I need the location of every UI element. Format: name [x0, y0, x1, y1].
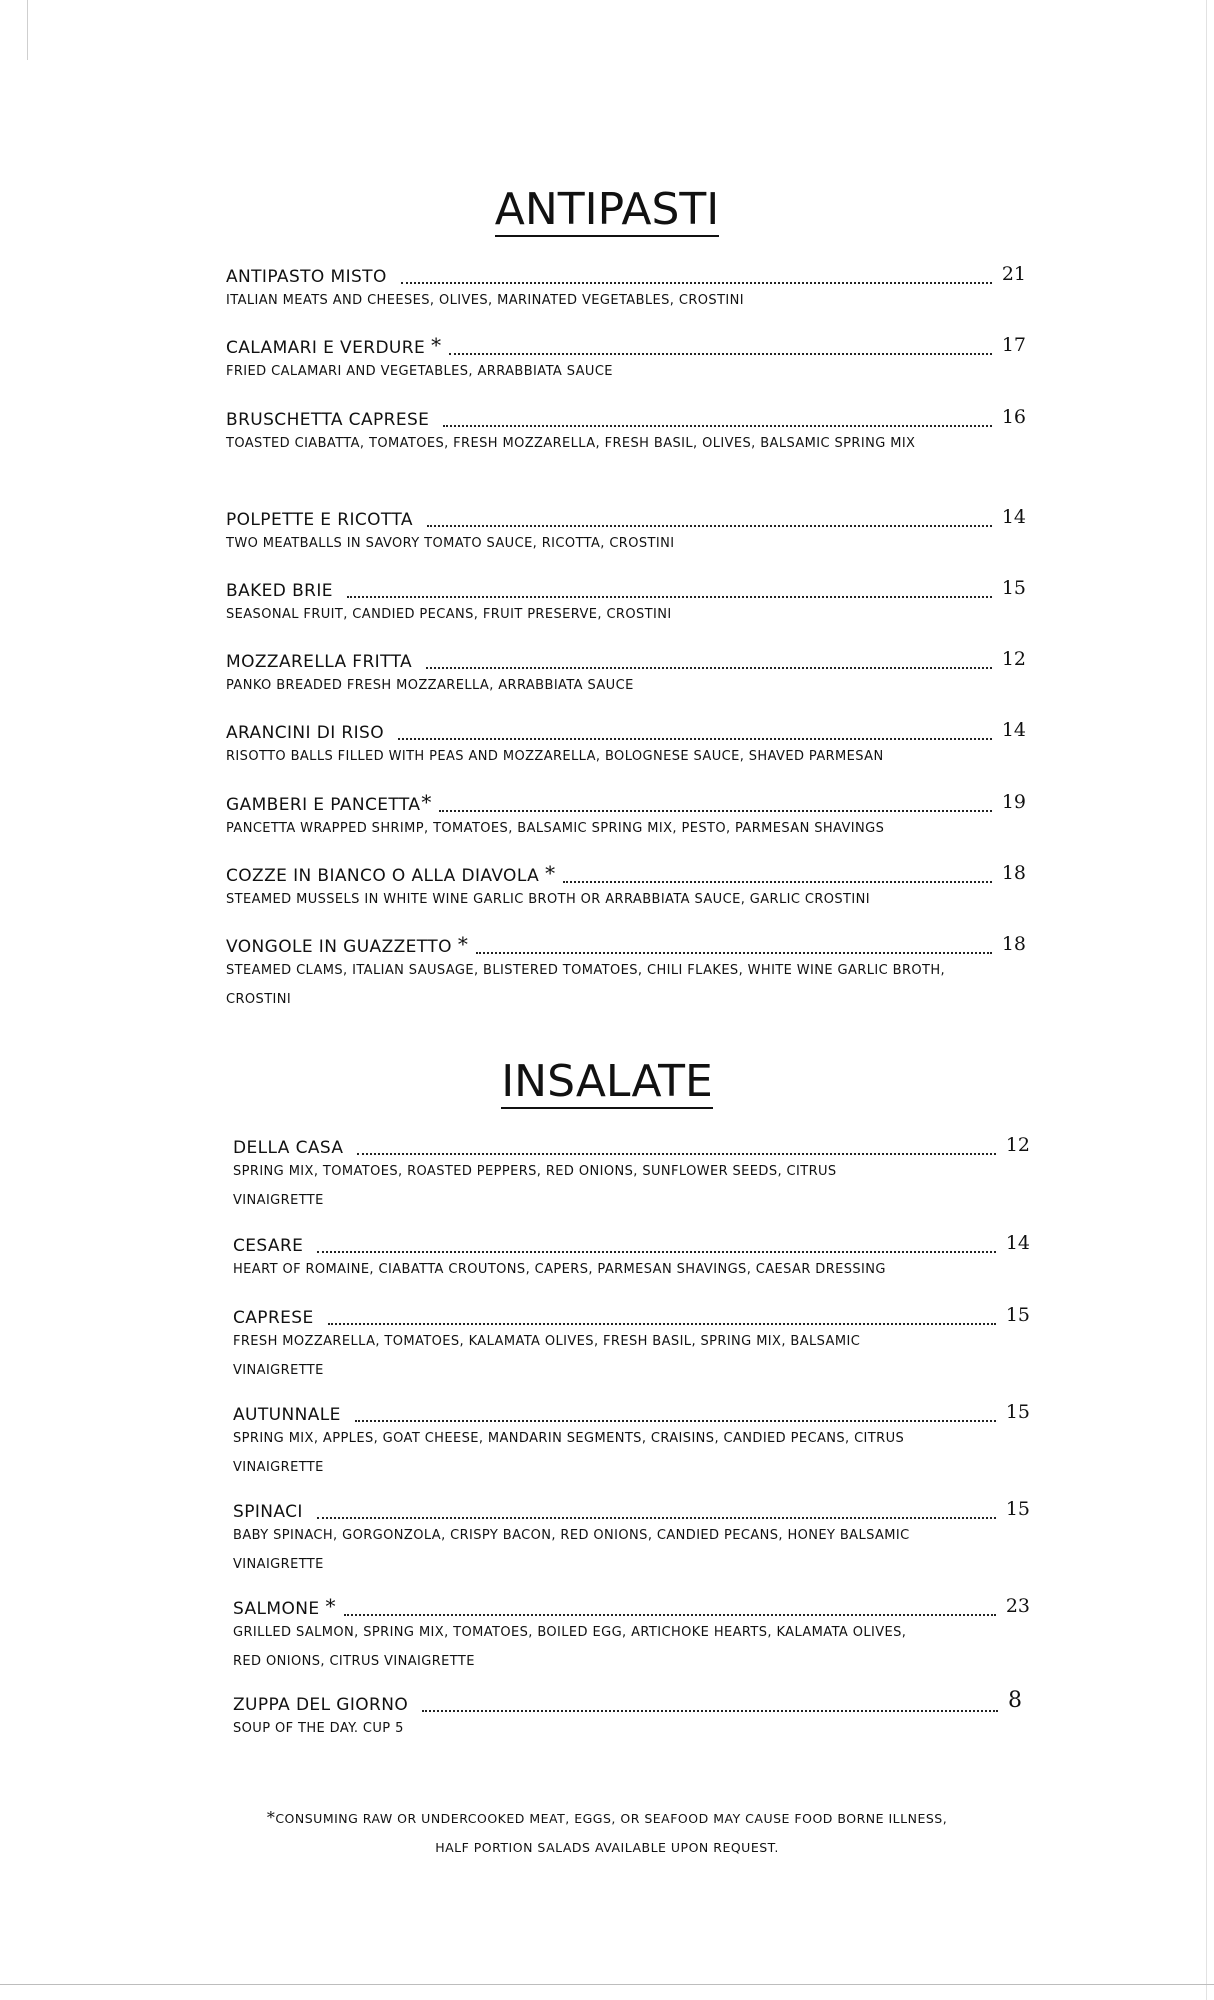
scan-edge-bottom [0, 1984, 1214, 1985]
menu-item-price: 12 [1001, 648, 1026, 670]
menu-item-description: TOASTED CIABATTA, TOMATOES, FRESH MOZZARELLA, FRESH BASIL, OLIVES, BALSAMIC SPRING MIX [226, 436, 916, 451]
menu-item-line [233, 1400, 1030, 1426]
menu-item-price: 18 [1001, 933, 1026, 955]
menu-item-name: SALMONE [233, 1599, 320, 1619]
menu-item-description: STEAMED MUSSELS IN WHITE WINE GARLIC BROTH OR ARRABBIATA SAUCE, GARLIC CROSTINI [226, 892, 870, 907]
menu-item-line [226, 647, 1026, 673]
menu-item-price: 12 [1005, 1134, 1030, 1156]
menu-item-description: PANCETTA WRAPPED SHRIMP, TOMATOES, BALSAMIC SPRING MIX, PESTO, PARMESAN SHAVINGS [226, 821, 885, 836]
menu-item-description: ITALIAN MEATS AND CHEESES, OLIVES, MARINATED VEGETABLES, CROSTINI [226, 293, 745, 308]
menu-item-price: 15 [1001, 577, 1026, 599]
menu-item-description: HEART OF ROMAINE, CIABATTA CROUTONS, CAPERS, PARMESAN SHAVINGS, CAESAR DRESSING [233, 1262, 886, 1277]
menu-item-name: VONGOLE IN GUAZZETTO [226, 937, 452, 957]
menu-item-name: CALAMARI E VERDURE [226, 338, 426, 358]
menu-item-name: CAPRESE [233, 1308, 314, 1328]
asterisk-icon: * [325, 1594, 336, 1618]
menu-item-line [226, 333, 1026, 359]
menu-item-line [233, 1231, 1030, 1257]
menu-item-name: AUTUNNALE [233, 1405, 341, 1425]
menu-item-line [233, 1690, 1030, 1716]
menu-item-description: GRILLED SALMON, SPRING MIX, TOMATOES, BOILED EGG, ARTICHOKE HEARTS, KALAMATA OLIVES, RED ONIONS, CITRUS VINAIGRETTE [233, 1625, 907, 1669]
menu-item-price: 15 [1005, 1498, 1030, 1520]
menu-item-line [233, 1133, 1030, 1159]
section-title-text: ANTIPASTI [494, 184, 720, 235]
menu-item-name: ARANCINI DI RISO [226, 723, 385, 743]
scan-edge-left [27, 0, 28, 60]
asterisk-icon: * [421, 790, 432, 814]
footnote-line-2: HALF PORTION SALADS AVAILABLE UPON REQUEST. [435, 1840, 779, 1855]
dot-leader [422, 1709, 998, 1712]
menu-item-price: 14 [1001, 506, 1026, 528]
dot-leader [398, 737, 992, 740]
menu-item-line [226, 932, 1026, 958]
menu-item-price: 16 [1001, 406, 1026, 428]
menu-item-name: ANTIPASTO MISTO [226, 267, 387, 287]
menu-item-price: 23 [1005, 1595, 1030, 1617]
section-title-insalate [0, 1056, 1214, 1109]
dot-leader [347, 595, 992, 598]
menu-item-description: SPRING MIX, TOMATOES, ROASTED PEPPERS, RED ONIONS, SUNFLOWER SEEDS, CITRUS VINAIGRETTE [233, 1164, 837, 1208]
dot-leader [344, 1613, 996, 1616]
asterisk-icon: * [431, 333, 442, 357]
menu-item-description: BABY SPINACH, GORGONZOLA, CRISPY BACON, RED ONIONS, CANDIED PECANS, HONEY BALSAMIC VINAIGRETTE [233, 1528, 910, 1572]
menu-item-price: 18 [1001, 862, 1026, 884]
section-title-antipasti [0, 184, 1214, 237]
menu-item-description: FRIED CALAMARI AND VEGETABLES, ARRABBIATA SAUCE [226, 364, 613, 379]
footnote-line-1 [0, 1803, 1214, 1833]
menu-item-name: DELLA CASA [233, 1138, 344, 1158]
menu-item-price: 14 [1005, 1232, 1030, 1254]
menu-item-price: 15 [1005, 1304, 1030, 1326]
menu-item-price: 14 [1001, 719, 1026, 741]
asterisk-icon: * [457, 932, 468, 956]
dot-leader [317, 1516, 996, 1519]
menu-item-line [226, 790, 1026, 816]
menu-item-line [226, 505, 1026, 531]
menu-item-name: ZUPPA DEL GIORNO [233, 1695, 409, 1715]
menu-item-name: COZZE IN BIANCO O ALLA DIAVOLA [226, 866, 540, 886]
dot-leader [317, 1250, 996, 1253]
menu-item-line [226, 262, 1026, 288]
asterisk-icon: * [545, 861, 556, 885]
dot-leader [426, 666, 992, 669]
menu-item-name: MOZZARELLA FRITTA [226, 652, 413, 672]
menu-item-name: SPINACI [233, 1502, 303, 1522]
dot-leader [355, 1419, 996, 1422]
dot-leader [427, 524, 992, 527]
section-title-text: INSALATE [501, 1056, 713, 1107]
dot-leader [328, 1322, 996, 1325]
footnote [0, 1803, 1214, 1862]
menu-item-line [233, 1594, 1030, 1620]
dot-leader [357, 1152, 995, 1155]
dot-leader [439, 809, 991, 812]
menu-item-price: 15 [1005, 1401, 1030, 1423]
scan-edge-right [1206, 0, 1207, 2000]
menu-item-description: TWO MEATBALLS IN SAVORY TOMATO SAUCE, RICOTTA, CROSTINI [226, 536, 675, 551]
dot-leader [443, 424, 991, 427]
menu-item-line [226, 718, 1026, 744]
menu-item-description: SEASONAL FRUIT, CANDIED PECANS, FRUIT PRESERVE, CROSTINI [226, 607, 672, 622]
menu-item-price: 19 [1001, 791, 1026, 813]
menu-item-line [226, 405, 1026, 431]
menu-item-description: SPRING MIX, APPLES, GOAT CHEESE, MANDARIN SEGMENTS, CRAISINS, CANDIED PECANS, CITRUS VINAIGRETTE [233, 1431, 905, 1475]
dot-leader [401, 281, 992, 284]
asterisk-icon: * [266, 1808, 276, 1827]
dot-leader [449, 352, 992, 355]
footnote-text-1: CONSUMING RAW OR UNDERCOOKED MEAT, EGGS, OR SEAFOOD MAY CAUSE FOOD BORNE ILLNESS, [275, 1811, 948, 1826]
menu-item-description: RISOTTO BALLS FILLED WITH PEAS AND MOZZARELLA, BOLOGNESE SAUCE, SHAVED PARMESAN [226, 749, 884, 764]
menu-item-price: 21 [1001, 263, 1026, 285]
menu-item-name: GAMBERI E PANCETTA [226, 795, 421, 815]
menu-item-price: 17 [1001, 334, 1026, 356]
menu-item-line [226, 861, 1026, 887]
menu-item-name: CESARE [233, 1236, 304, 1256]
menu-item-description: SOUP OF THE DAY. CUP 5 [233, 1721, 404, 1736]
menu-item-name: BRUSCHETTA CAPRESE [226, 410, 430, 430]
menu-item-price: 8 [1008, 1688, 1022, 1713]
menu-item-description: STEAMED CLAMS, ITALIAN SAUSAGE, BLISTERED TOMATOES, CHILI FLAKES, WHITE WINE GARLIC BROTH, CROSTINI [226, 963, 946, 1007]
menu-item-line [233, 1303, 1030, 1329]
menu-item-name: BAKED BRIE [226, 581, 333, 601]
menu-item-name: POLPETTE E RICOTTA [226, 510, 413, 530]
menu-item-line [233, 1497, 1030, 1523]
menu-item-line [226, 576, 1026, 602]
menu-item-description: PANKO BREADED FRESH MOZZARELLA, ARRABBIATA SAUCE [226, 678, 634, 693]
menu-item-description: FRESH MOZZARELLA, TOMATOES, KALAMATA OLIVES, FRESH BASIL, SPRING MIX, BALSAMIC VINAIGRETTE [233, 1334, 861, 1378]
dot-leader [563, 880, 992, 883]
dot-leader [476, 951, 992, 954]
